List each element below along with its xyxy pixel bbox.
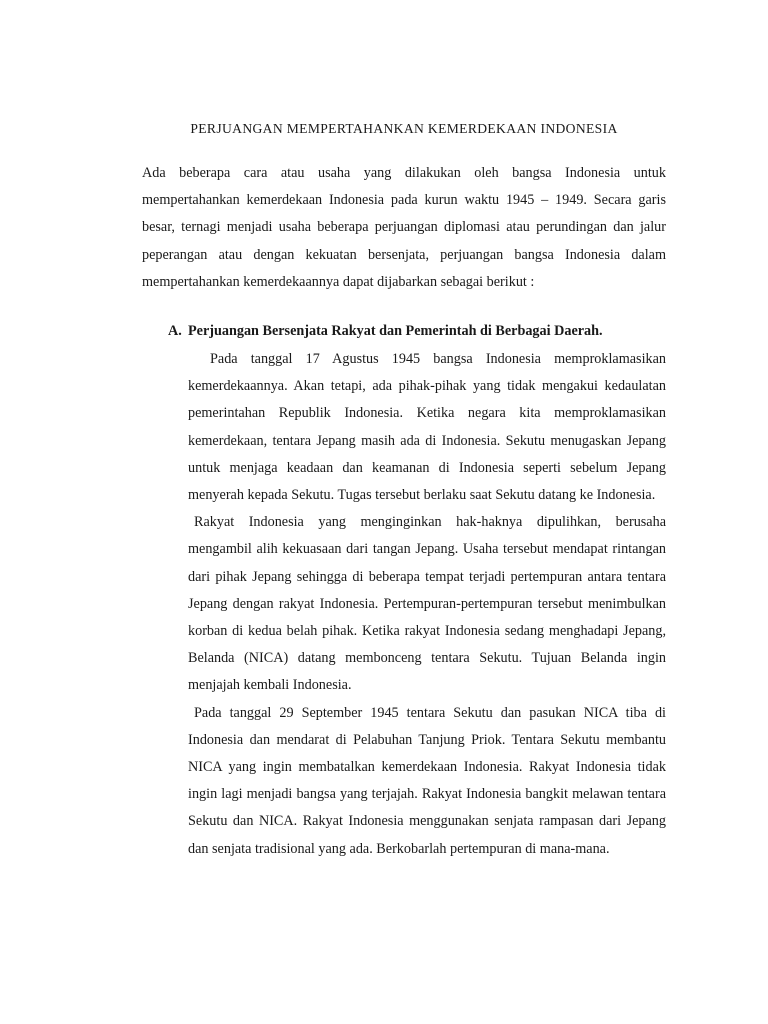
intro-paragraph: Ada beberapa cara atau usaha yang dilakukan oleh bangsa Indonesia untuk mempertahankan kemerdekaan Indonesia pada kurun waktu 1945 – 1949. Secara garis besar, ternagi menjadi usaha beberapa perjuangan diplomasi atau perundingan dan jalur peperangan atau dengan kekuatan bersenjata, perjuangan bangsa Indonesia dalam mempertahankan kemerdekaannya dapat dijabarkan sebagai berikut :: [142, 165, 666, 290]
section-a-marker: A.: [168, 323, 182, 339]
section-a-heading: [142, 320, 666, 343]
section-a-paragraph-3: Pada tanggal 29 September 1945 tentara Sekutu dan pasukan NICA tiba di Indonesia dan mendarat di Pelabuhan Tanjung Priok. Tentara Sekutu membantu NICA yang ingin membatalkan kemerdekaan Indonesia. Rakyat Indonesia tidak ingin lagi menjadi bangsa yang terjajah. Rakyat Indonesia bangkit melawan tentara Sekutu dan NICA. Rakyat Indonesia menggunakan senjata rampasan dari Jepang dan senjata tradisional yang ada. Berkobarlah pertempuran di mana-mana.: [188, 704, 666, 857]
section-a: [142, 320, 666, 863]
section-a-body: [142, 346, 666, 863]
section-a-heading-text: Perjuangan Bersenjata Rakyat dan Pemerintah di Berbagai Daerah.: [188, 323, 603, 339]
section-a-paragraph-2: Rakyat Indonesia yang menginginkan hak-haknya dipulihkan, berusaha mengambil alih kekuasaan dari tangan Jepang. Usaha tersebut mendapat rintangan dari pihak Jepang sehingga di beberapa tempat terjadi pertempuran antara tentara Jepang dengan rakyat Indonesia. Pertempuran-pertempuran tersebut menimbulkan korban di kedua belah pihak. Ketika rakyat Indonesia sedang menghadapi Jepang, Belanda (NICA) datang membonceng tentara Sekutu. Tujuan Belanda ingin menjajah kembali Indonesia.: [188, 514, 666, 694]
page-title: PERJUANGAN MEMPERTAHANKAN KEMERDEKAAN INDONESIA: [190, 121, 618, 137]
section-a-paragraph-1: Pada tanggal 17 Agustus 1945 bangsa Indonesia memproklamasikan kemerdekaannya. Akan tetapi, ada pihak-pihak yang tidak mengakui kedaulatan pemerintahan Republik Indonesia. Ketika negara kita memproklamasikan kemerdekaan, tentara Jepang masih ada di Indonesia. Sekutu menugaskan Jepang untuk menjaga keadaan dan keamanan di Indonesia seperti sebelum Jepang menyerah kepada Sekutu. Tugas tersebut berlaku saat Sekutu datang ke Indonesia.: [188, 351, 666, 504]
intro-section: [142, 160, 666, 296]
